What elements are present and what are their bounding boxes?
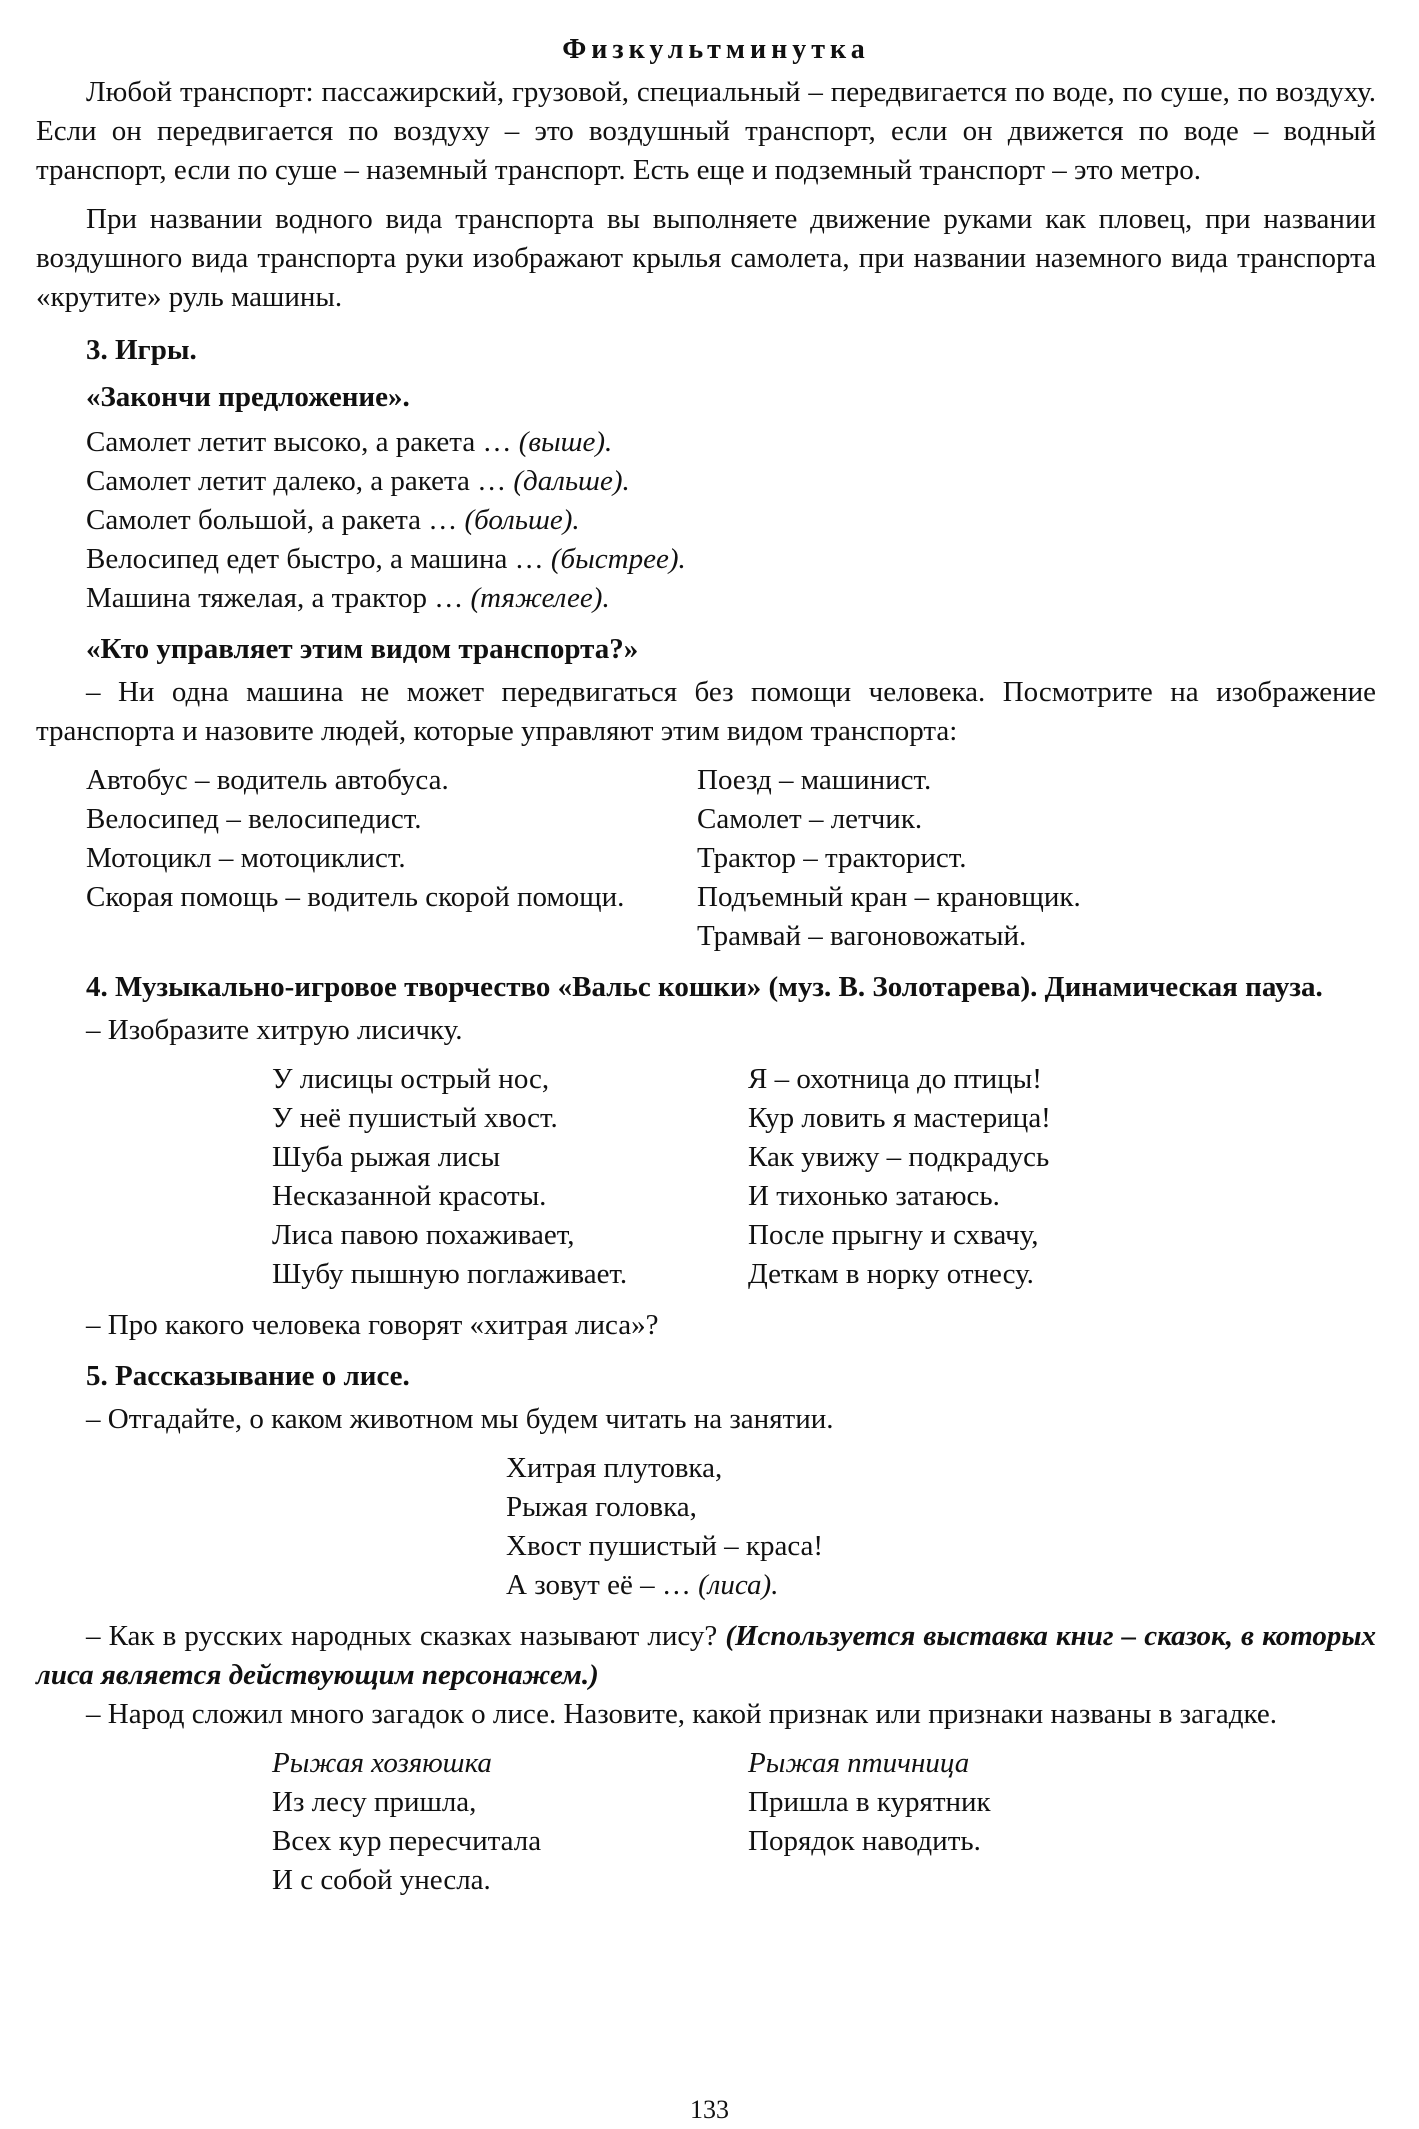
riddle-line: Пришла в курятник [748, 1786, 991, 1818]
transport-drivers-list [36, 761, 1376, 956]
poem-line: Я – охотница до птицы! [748, 1063, 1042, 1095]
fox-riddles [36, 1744, 1376, 1900]
list-item: Трамвай – вагоновожатый. [697, 920, 1027, 952]
list-item: Самолет летит далеко, а ракета … (дальше). [86, 465, 630, 497]
list-item: Поезд – машинист. [697, 764, 932, 796]
riddle-title: Рыжая хозяюшка [272, 1747, 492, 1779]
riddle-title: Рыжая птичница [748, 1747, 970, 1779]
fox-riddle [36, 1449, 1376, 1605]
poem-line: Как увижу – подкрадусь [748, 1141, 1050, 1173]
section-4-heading: 4. Музыкально-игровое творчество «Вальс кошки» (муз. В. Золотарева). Динамическая пауза. [86, 971, 1323, 1003]
game-2-title: «Кто управляет этим видом транспорта?» [86, 633, 639, 665]
poem-line: Кур ловить я мастерица! [748, 1102, 1051, 1134]
poem-line: У неё пушистый хвост. [272, 1102, 558, 1134]
riddle-line: Из лесу пришла, [272, 1786, 477, 1818]
riddles-question: – Народ сложил много загадок о лисе. Назовите, какой признак или признаки названы в загадке. [86, 1698, 1278, 1730]
page-content [36, 30, 1376, 1900]
game-1-list [36, 423, 1376, 618]
riddle-line: А зовут её – … (лиса). [506, 1569, 779, 1601]
fox-poem [36, 1060, 1376, 1294]
section-5-heading: 5. Рассказывание о лисе. [86, 1360, 410, 1392]
transport-right-column [697, 761, 1297, 956]
riddle-line: Хвост пушистый – краса! [506, 1530, 824, 1562]
list-item: Скорая помощь – водитель скорой помощи. [86, 881, 625, 913]
page-number: 133 [690, 2095, 729, 2124]
section-3-heading: 3. Игры. [86, 334, 197, 366]
list-item: Подъемный кран – крановщик. [697, 881, 1081, 913]
poem-line: Несказанной красоты. [272, 1180, 547, 1212]
riddle-line: Рыжая головка, [506, 1491, 697, 1523]
list-item: Велосипед едет быстро, а машина … (быстрее). [86, 543, 686, 575]
list-item: Самолет – летчик. [697, 803, 923, 835]
riddle-line: Хитрая плутовка, [506, 1452, 723, 1484]
list-item: Мотоцикл – мотоциклист. [86, 842, 406, 874]
riddle-line: Всех кур пересчитала [272, 1825, 542, 1857]
list-item: Велосипед – велосипедист. [86, 803, 422, 835]
riddle-line: Порядок наводить. [748, 1825, 981, 1857]
list-item: Машина тяжелая, а трактор … (тяжелее). [86, 582, 610, 614]
list-item: Самолет летит высоко, а ракета … (выше). [86, 426, 613, 458]
poem-line: Шуба рыжая лисы [272, 1141, 501, 1173]
section-4-intro: – Изобразите хитрую лисичку. [86, 1014, 463, 1046]
poem-line: Шубу пышную поглаживает. [272, 1258, 628, 1290]
fox-poem-right [748, 1060, 1348, 1294]
intro-paragraph-1: Любой транспорт: пассажирский, грузовой, специальный – передвигается по воде, по суше, по воздуху. Если он передвигается по воздуху – это воздушный транспорт, если он движется по воде – водный транспорт, если по суше – наземный транспорт. Есть еще и подземный транспорт – это метро. [36, 76, 1376, 186]
poem-line: После прыгну и схвачу, [748, 1219, 1039, 1251]
poem-line: И тихонько затаюсь. [748, 1180, 1000, 1212]
page-title: Физкультминутка [562, 34, 870, 65]
poem-line: Лиса павою похаживает, [272, 1219, 575, 1251]
game-1-title: «Закончи предложение». [86, 381, 410, 413]
transport-left-column [36, 761, 697, 956]
fox-poem-left [36, 1060, 748, 1294]
poem-line: У лисицы острый нос, [272, 1063, 550, 1095]
poem-line: Деткам в норку отнесу. [748, 1258, 1034, 1290]
game-2-intro: – Ни одна машина не может передвигаться без помощи человека. Посмотрите на изображение транспорта и назовите людей, которые управляют этим видом транспорта: [36, 676, 1376, 747]
list-item: Трактор – тракторист. [697, 842, 967, 874]
list-item: Самолет большой, а ракета … (больше). [86, 504, 580, 536]
intro-paragraph-2: При названии водного вида транспорта вы выполняете движение руками как пловец, при названии воздушного вида транспорта руки изображают крылья самолета, при названии наземного вида транспорта «крутите» руль машины. [36, 203, 1376, 313]
riddle-line: И с собой унесла. [272, 1864, 491, 1896]
section-5-intro: – Отгадайте, о каком животном мы будем читать на занятии. [86, 1403, 834, 1435]
section-4-question: – Про какого человека говорят «хитрая лиса»? [86, 1309, 659, 1341]
riddle-2 [748, 1744, 1348, 1900]
fairy-tale-question: – Как в русских народных сказках называют лису? (Используется выставка книг – сказок, в которых лиса является действующим персонажем.) [36, 1620, 1376, 1691]
list-item: Автобус – водитель автобуса. [86, 764, 449, 796]
riddle-1 [36, 1744, 748, 1900]
